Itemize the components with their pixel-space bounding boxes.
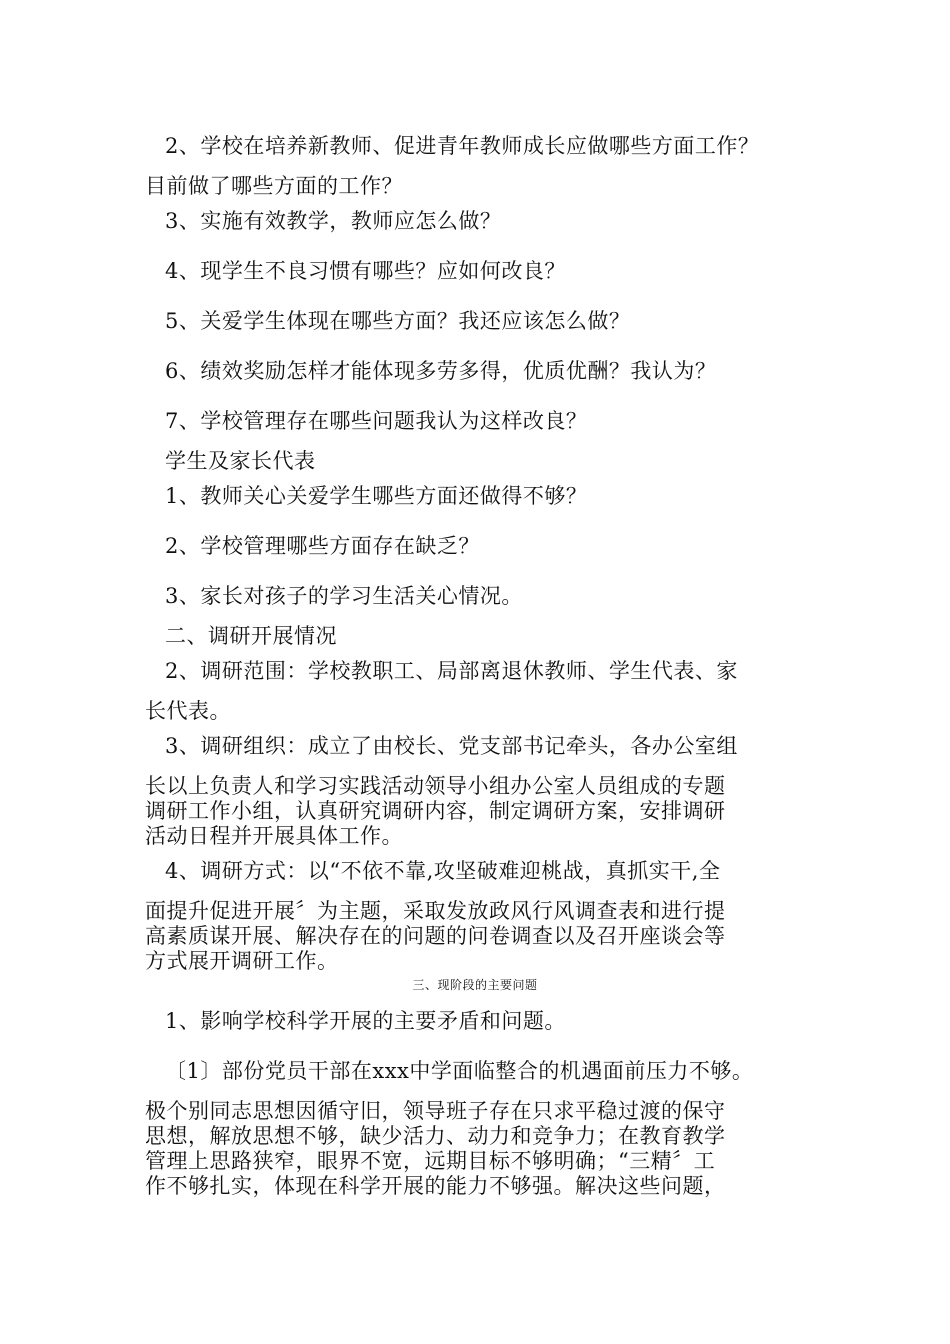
paragraph-line: 作不够扎实，体现在科学开展的能力不够强。解决这些问题， xyxy=(145,1174,726,1198)
paragraph-line: 极个别同志思想因循守旧，领导班子存在只求平稳过渡的保守 xyxy=(145,1099,726,1123)
paragraph-line: 面提升促进开展〞为主题，采取发放政风行风调查表和进行提 xyxy=(145,899,726,923)
paragraph-line: 长以上负责人和学习实践活动领导小组办公室人员组成的专题 xyxy=(145,774,726,798)
paragraph-line: 〔1〕部份党员干部在xxx中学面临整合的机遇面前压力不够。 xyxy=(165,1059,754,1083)
question-line: 7、学校管理存在哪些问题我认为这样改良？ xyxy=(165,409,588,433)
question-line: 3、实施有效教学，教师应怎么做？ xyxy=(165,209,502,233)
paragraph-line: 活动日程并开展具体工作。 xyxy=(145,824,403,848)
question-line: 5、关爱学生体现在哪些方面？我还应该怎么做？ xyxy=(165,309,631,333)
question-line: 1、教师关心关爱学生哪些方面还做得不够？ xyxy=(165,484,588,508)
section-heading: 三、现阶段的主要问题 xyxy=(412,978,538,992)
paragraph-line: 4、调研方式：以“不依不靠,攻坚破难迎桃战，真抓实干,全 xyxy=(165,859,721,883)
question-line: 2、学校在培养新教师、促进青年教师成长应做哪些方面工作？ xyxy=(165,134,760,158)
paragraph-line: 1、影响学校科学开展的主要矛盾和问题。 xyxy=(165,1009,566,1033)
question-line: 4、现学生不良习惯有哪些？应如何改良？ xyxy=(165,259,566,283)
paragraph-line: 思想，解放思想不够，缺少活力、动力和竞争力；在教育教学 xyxy=(145,1124,726,1148)
paragraph-line: 高素质谋开展、解决存在的问题的问卷调查以及召开座谈会等 xyxy=(145,924,726,948)
question-line: 2、学校管理哪些方面存在缺乏？ xyxy=(165,534,480,558)
paragraph-line: 长代表。 xyxy=(145,699,231,723)
section-heading: 二、调研开展情况 xyxy=(165,624,337,648)
paragraph-line: 调研工作小组，认真研究调研内容，制定调研方案，安排调研 xyxy=(145,799,726,823)
paragraph-line: 管理上思路狭窄，眼界不宽，远期目标不够明确；“三精〞工 xyxy=(145,1149,716,1173)
question-line: 3、家长对孩子的学习生活关心情况。 xyxy=(165,584,523,608)
paragraph-line: 方式展开调研工作。 xyxy=(145,949,339,973)
question-continuation: 目前做了哪些方面的工作？ xyxy=(145,174,403,198)
paragraph-line: 2、调研范围：学校教职工、局部离退休教师、学生代表、家 xyxy=(165,659,738,683)
section-subheading: 学生及家长代表 xyxy=(165,449,316,473)
paragraph-line: 3、调研组织：成立了由校长、党支部书记牵头，各办公室组 xyxy=(165,734,738,758)
question-line: 6、绩效奖励怎样才能体现多劳多得，优质优酬？我认为？ xyxy=(165,359,717,383)
